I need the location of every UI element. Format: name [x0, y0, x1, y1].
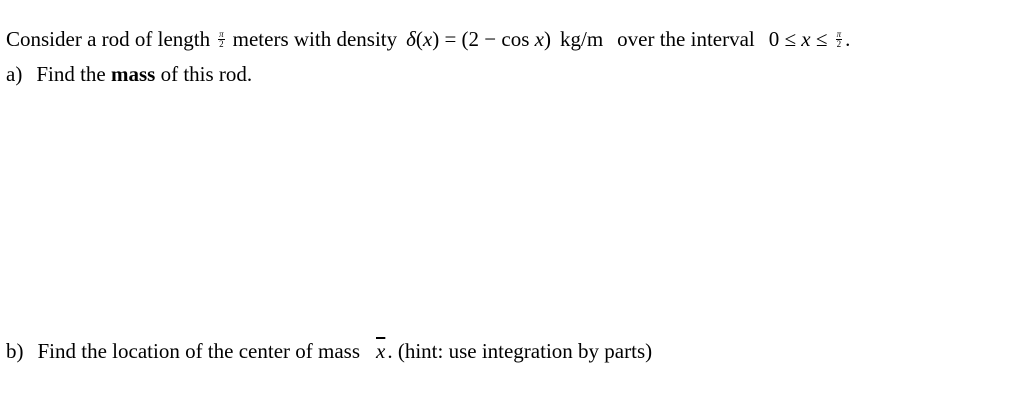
density-cos-variable: x: [534, 27, 544, 51]
problem-statement: [6, 26, 850, 52]
density-paren-open: (: [415, 27, 423, 51]
length-fraction-denominator: 2: [219, 38, 224, 49]
part-a-text-end: of this rod.: [160, 62, 253, 86]
part-b: [6, 338, 652, 364]
interval-lower: 0 ≤: [768, 27, 802, 51]
interval-upper-fraction: [836, 30, 843, 49]
problem-period: .: [845, 27, 851, 51]
density-expression-close: ): [543, 27, 551, 51]
density-variable: x: [422, 27, 433, 51]
part-a-label: a): [6, 62, 23, 86]
length-fraction-numerator: π: [219, 28, 224, 39]
center-of-mass-symbol: $\overline{x}$: [376, 339, 386, 363]
density-symbol: δ: [406, 27, 416, 51]
part-a: [6, 61, 252, 87]
problem-text-interval: over the interval: [617, 27, 755, 51]
problem-text-density: meters with density: [232, 27, 398, 51]
part-b-label: b): [6, 339, 24, 363]
problem-text-intro: Consider a rod of length: [6, 27, 211, 51]
part-a-text-start: Find the: [36, 62, 106, 86]
interval-fraction-denominator: 2: [836, 38, 842, 49]
interval-variable: x: [801, 27, 811, 51]
part-a-bold-term: mass: [111, 62, 156, 86]
part-b-text-start: Find the location of the center of mass: [37, 339, 360, 363]
density-expression: = (2 − cos: [439, 27, 535, 51]
length-fraction: [218, 30, 225, 49]
density-units: kg/m: [559, 27, 604, 51]
interval-fraction-numerator: π: [836, 28, 842, 39]
density-paren-close: ): [432, 27, 440, 51]
part-b-hint: . (hint: use integration by parts): [387, 339, 653, 363]
interval-leq: ≤: [810, 27, 833, 51]
